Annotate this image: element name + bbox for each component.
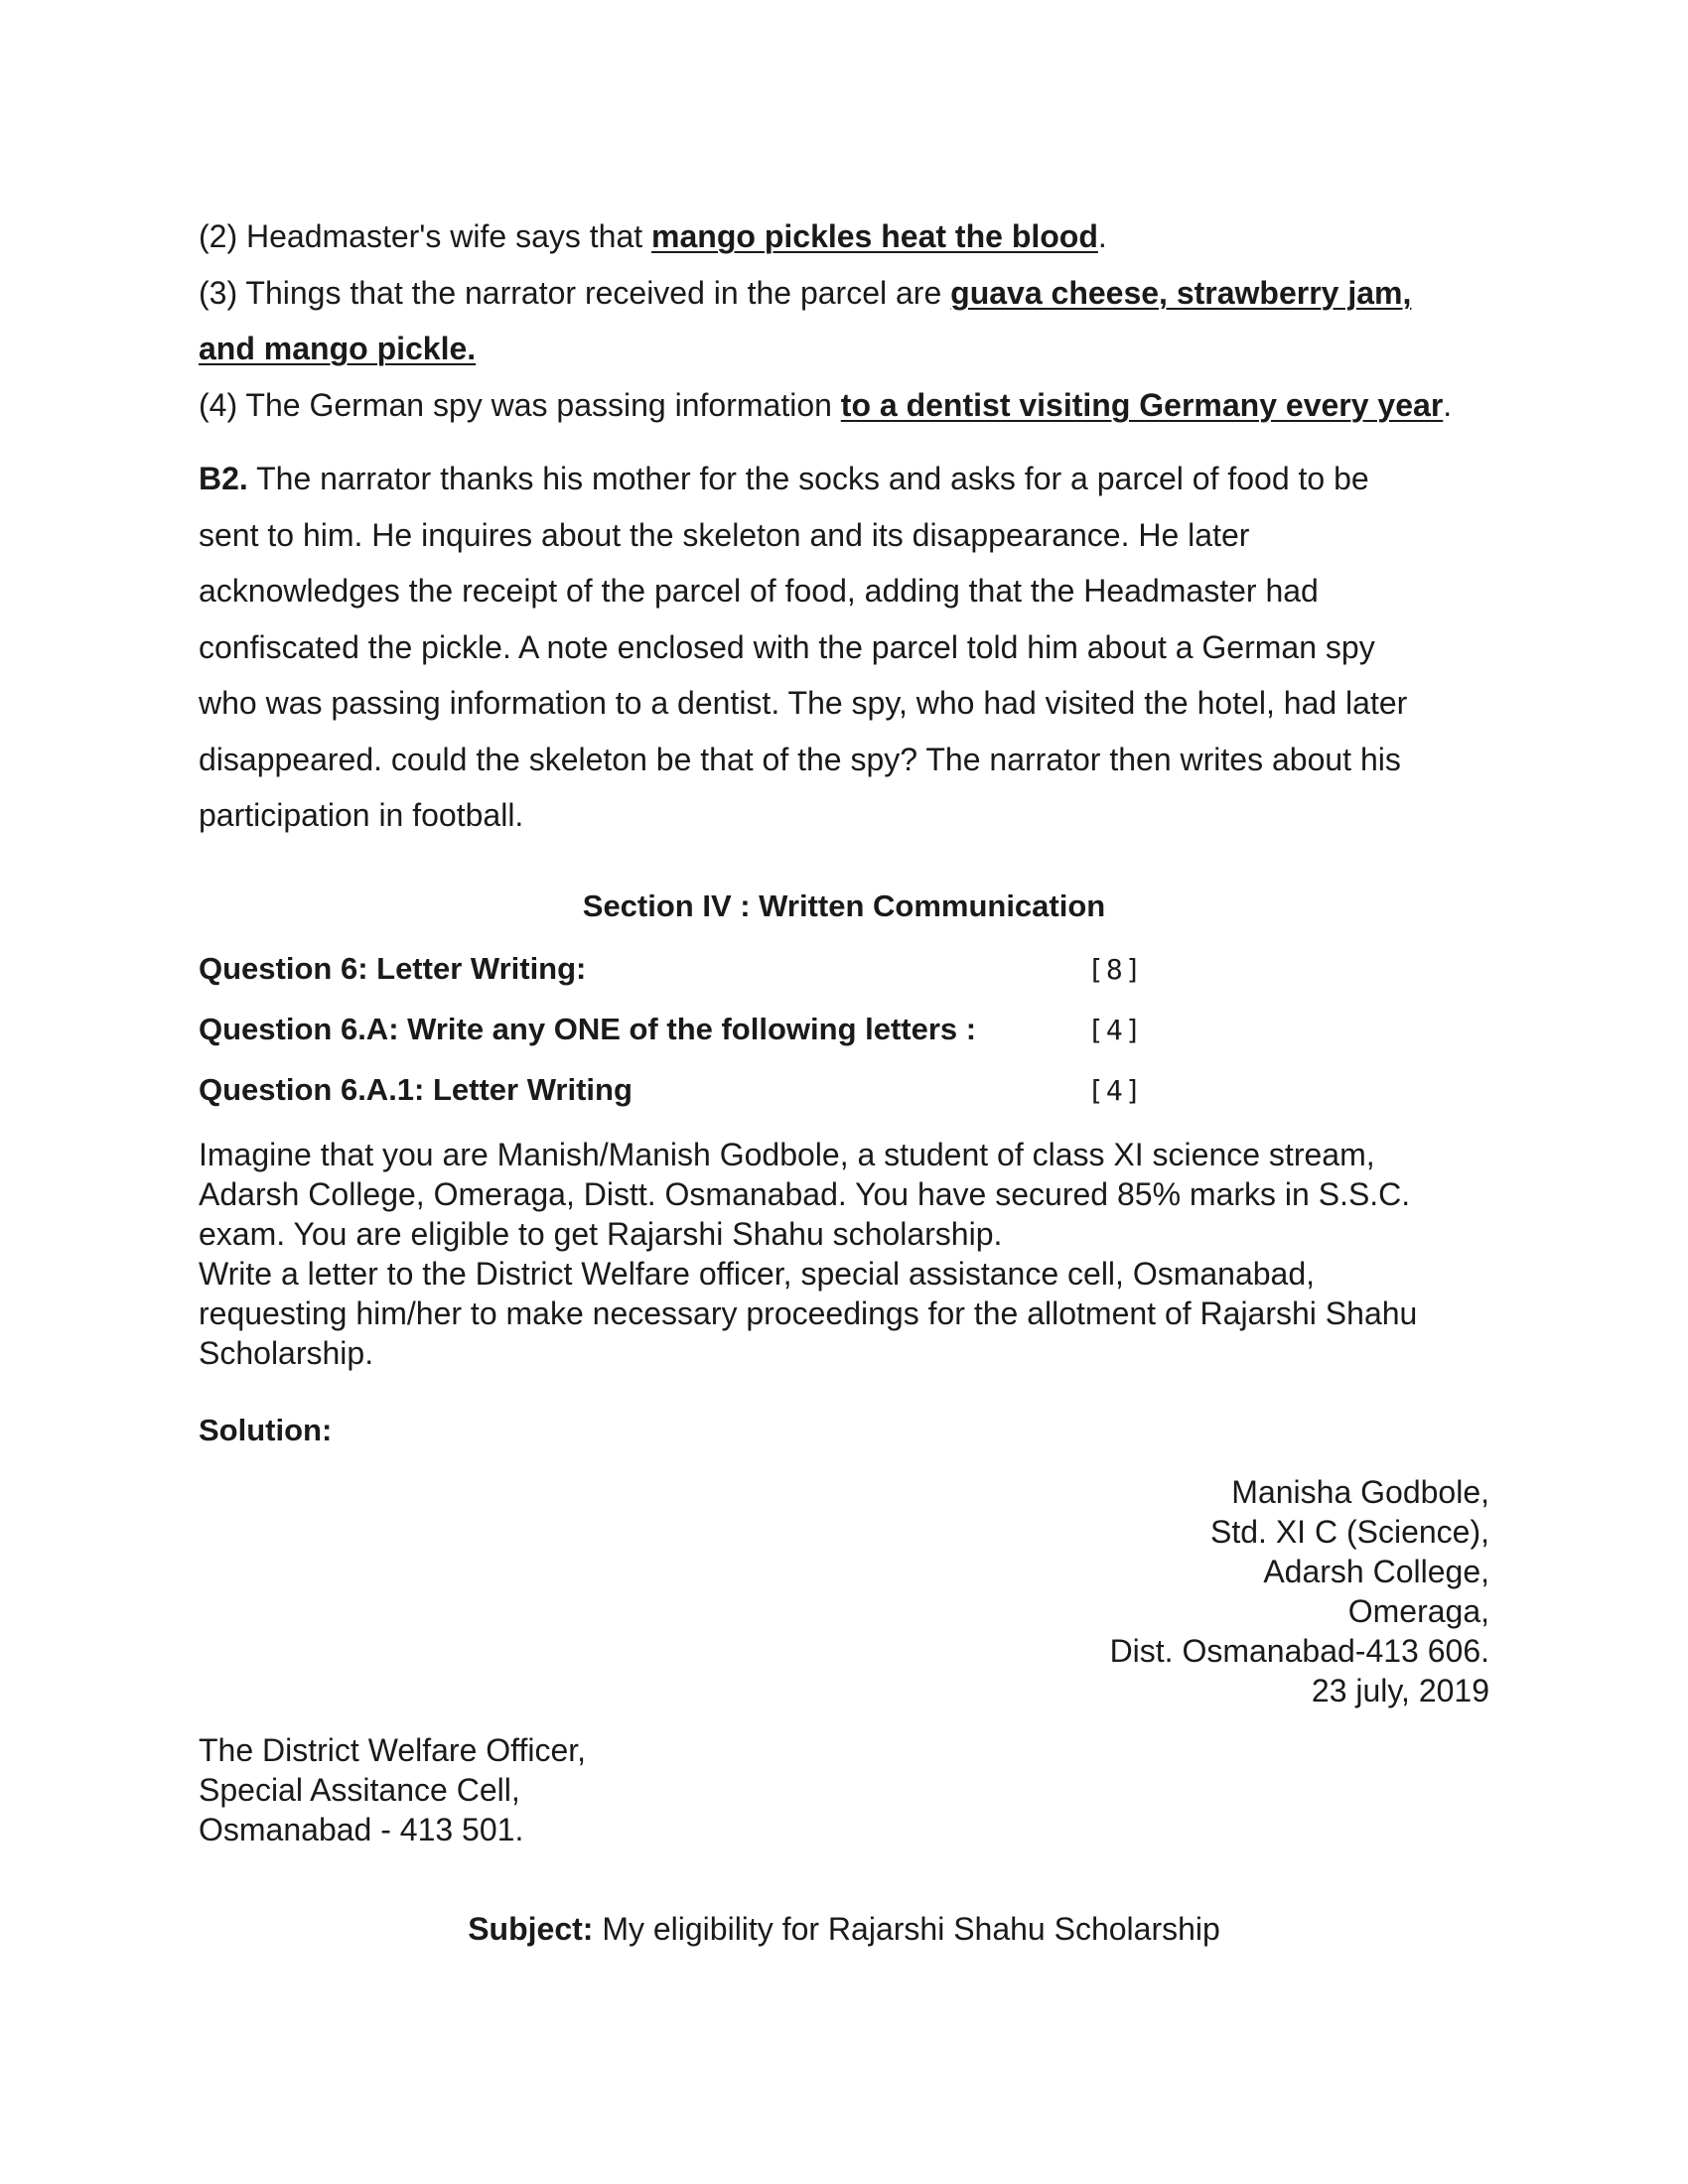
answer-2 <box>199 208 1489 265</box>
b2-line: who was passing information to a dentist. The spy, who had visited the hotel, had later <box>199 685 1408 721</box>
answers-block <box>199 208 1489 433</box>
question-row <box>199 1072 1489 1116</box>
subject-text: My eligibility for Rajarshi Shahu Scholarship <box>593 1911 1220 1947</box>
answer-2-prefix: (2) Headmaster's wife says that <box>199 218 652 254</box>
question-line: Adarsh College, Omeraga, Distt. Osmanabad. You have secured 85% marks in S.S.C. <box>199 1176 1411 1212</box>
question-heading: Question 6.A: Write any ONE of the following letters : <box>199 1012 977 1046</box>
question-line: Scholarship. <box>199 1335 374 1371</box>
recipient-line: Special Assitance Cell, <box>199 1772 520 1808</box>
recipient-line: Osmanabad - 413 501. <box>199 1812 524 1847</box>
sender-line: Adarsh College, <box>1263 1554 1489 1589</box>
question-row <box>199 951 1489 995</box>
answer-2-suffix: . <box>1097 218 1107 254</box>
b2-line: confiscated the pickle. A note enclosed with the parcel told him about a German spy <box>199 628 1375 665</box>
answer-4-highlight: to a dentist visiting Germany every year <box>840 386 1444 423</box>
answer-4-prefix: (4) The German spy was passing information <box>199 386 841 423</box>
b2-label: B2. <box>199 461 248 496</box>
question-body <box>199 1135 1489 1373</box>
subject-line <box>199 1911 1489 1948</box>
answer-3-cont <box>199 321 1489 377</box>
question-line: Write a letter to the District Welfare officer, special assistance cell, Osmanabad, <box>199 1256 1316 1292</box>
question-heading: Question 6.A.1: Letter Writing <box>199 1072 633 1107</box>
sender-date: 23 july, 2019 <box>1311 1673 1489 1708</box>
question-line: requesting him/her to make necessary proceedings for the allotment of Rajarshi Shahu <box>199 1296 1418 1331</box>
sender-line: Dist. Osmanabad-413 606. <box>1109 1633 1489 1669</box>
answer-2-highlight: mango pickles heat the blood <box>651 218 1098 254</box>
sender-line: Manisha Godbole, <box>1231 1474 1489 1510</box>
section-title: Section IV : Written Communication <box>582 888 1106 923</box>
question-row <box>199 1012 1489 1055</box>
answer-4-suffix: . <box>1443 386 1453 423</box>
question-heading: Question 6: Letter Writing: <box>199 951 587 986</box>
answer-3-highlight-line1: guava cheese, strawberry jam, <box>950 274 1412 311</box>
answer-4 <box>199 377 1489 434</box>
question-marks: [8] <box>1087 953 1144 986</box>
document-page <box>199 0 1489 2184</box>
b2-text: The narrator thanks his mother for the socks and asks for a parcel of food to be <box>247 461 1369 496</box>
answer-3 <box>199 265 1489 322</box>
solution-label: Solution: <box>199 1413 333 1447</box>
answer-3-highlight-line2: and mango pickle. <box>199 331 477 366</box>
b2-line: acknowledges the receipt of the parcel of food, adding that the Headmaster had <box>199 573 1319 609</box>
recipient-line: The District Welfare Officer, <box>199 1732 587 1768</box>
question-marks: [4] <box>1087 1014 1144 1046</box>
subject-label: Subject: <box>468 1911 594 1947</box>
sender-line: Std. XI C (Science), <box>1210 1514 1489 1550</box>
b2-line: sent to him. He inquires about the skeleton and its disappearance. He later <box>199 516 1250 553</box>
b2-line: participation in football. <box>199 797 524 833</box>
sender-address <box>1110 1472 1489 1710</box>
recipient-address <box>199 1730 586 1849</box>
b2-paragraph <box>199 451 1489 844</box>
question-marks: [4] <box>1087 1074 1144 1107</box>
question-line: exam. You are eligible to get Rajarshi Shahu scholarship. <box>199 1216 1003 1252</box>
sender-line: Omeraga, <box>1347 1593 1489 1629</box>
question-line: Imagine that you are Manish/Manish Godbole, a student of class XI science stream, <box>199 1137 1375 1172</box>
answer-3-prefix: (3) Things that the narrator received in the parcel are <box>199 274 951 311</box>
b2-line: disappeared. could the skeleton be that of the spy? The narrator then writes about his <box>199 741 1401 777</box>
b2-line <box>199 451 1489 507</box>
